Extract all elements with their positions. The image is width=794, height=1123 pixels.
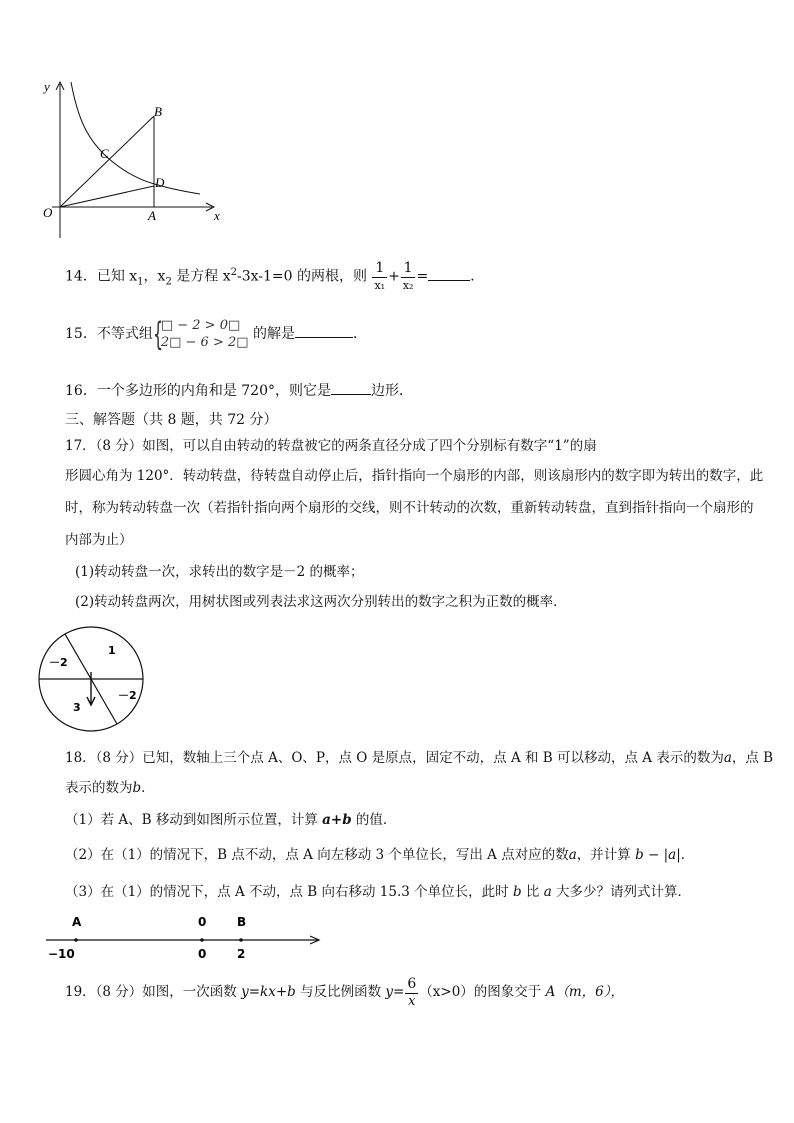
q19-point: A（m，6）， — [545, 984, 624, 1000]
q15-text-a: 15．不等式组 — [65, 326, 153, 342]
q18-part-1 — [65, 810, 396, 830]
wheel-label-top-right: 1 — [108, 644, 116, 657]
q18-part-3 — [65, 882, 691, 902]
q18-line-2 — [65, 778, 155, 798]
label-y: y — [44, 79, 50, 94]
section-3-heading: 三、解答题（共 8 题，共 72 分） — [65, 412, 278, 428]
q17-line-3: 时，称为转动转盘一次（若指针指向两个扇形的交线，则不计转动的次数，重新转动转盘，直到指针指向一个扇形的 — [65, 500, 754, 516]
q14-text-c: 是方程 x — [171, 268, 231, 285]
q19-text-b: 与反比例函数 — [295, 984, 386, 1000]
question-19 — [65, 974, 624, 1010]
q18-var-a: a — [723, 750, 732, 766]
q14-plus: + — [388, 268, 400, 285]
q17-line-1: 17．（8 分）如图，可以自由转动的转盘被它的两条直径分成了四个分别标有数字“1”的扇 — [65, 438, 597, 454]
question-15 — [65, 316, 367, 352]
q18-var-b: b — [132, 780, 142, 796]
label-o: O — [43, 205, 53, 220]
q18-p3-text-c: 大多少？请列式计算． — [551, 884, 692, 900]
q18-p2-var: a — [568, 847, 577, 863]
q15-text-b: 的解是 — [252, 326, 295, 342]
number-line-figure — [40, 910, 330, 962]
q18-text-b: ，点 B — [731, 750, 774, 766]
wheel-label-top-left: －2 — [49, 656, 68, 669]
wheel-label-bottom-left: 3 — [73, 701, 81, 714]
q16-answer-blank[interactable] — [331, 380, 371, 395]
q18-text-a: 18．（8 分）已知，数轴上三个点 A、O、P，点 O 是原点，固定不动，点 A 和 B 可以移动，点 A 表示的数为 — [65, 750, 724, 766]
q18-text-c: 表示的数为 — [65, 780, 133, 796]
q18-p1-text-a: （1）若 A、B 移动到如图所示位置，计算 — [65, 812, 323, 828]
q14-text-d: -3x-1=0 的两根，则 — [237, 268, 368, 285]
q17-sub-1: (1)转动转盘一次，求转出的数字是－2 的概率； — [75, 564, 364, 580]
q18-p2-text-a: （2）在（1）的情况下，B 点不动，点 A 向左移动 3 个单位长，写出 A 点对应的数 — [65, 847, 569, 863]
q14-fraction-1: $\frac{1}{\text{x₁}}$ — [374, 260, 386, 293]
point-b-dot — [239, 938, 243, 942]
label-point-b: B — [237, 915, 247, 929]
q19-text-a: 19．（8 分）如图，一次函数 — [65, 984, 242, 1000]
q18-p2-text-b: ，并计算 — [576, 847, 636, 863]
q14-equals: = — [416, 268, 429, 285]
label-a: A — [148, 208, 156, 223]
q17-line-2: 形圆心角为 120°．转动转盘，待转盘自动停止后，指针指向一个扇形的内部，则该扇形内的数字即为转出的数字，此 — [65, 468, 764, 484]
label-b: B — [154, 104, 162, 119]
q19-fraction: $\frac{6}{x}$ — [407, 976, 417, 1009]
wheel-label-bottom-right: －2 — [118, 689, 137, 702]
q18-line-1 — [65, 748, 773, 768]
q18-p3-text-a: （3）在（1）的情况下，点 A 不动，点 B 向右移动 15.3 个单位长，此时 — [65, 884, 513, 900]
q16-text-b: 边形． — [371, 383, 413, 399]
q18-p2-text-c: ． — [680, 847, 695, 863]
q17-line-4: 内部为止） — [65, 532, 133, 548]
label-c: C — [100, 146, 109, 161]
label-value-b: 2 — [237, 947, 246, 961]
q18-p1-text-b: 的值． — [351, 812, 397, 828]
q18-p3-var-a: a — [543, 884, 552, 900]
q18-part-2 — [65, 845, 694, 865]
q15-answer-blank[interactable] — [295, 323, 353, 338]
q14-answer-blank[interactable] — [428, 266, 470, 281]
q18-p1-expr: a+b — [322, 812, 352, 828]
q15-brace: { — [152, 315, 164, 353]
label-value-o: 0 — [198, 947, 207, 961]
q18-text-d: ． — [141, 780, 155, 796]
label-x: x — [214, 208, 220, 223]
q15-inequality-system — [153, 317, 249, 351]
q17-sub-2: (2)转动转盘两次，用树状图或列表法求这两次分别转出的数字之积为正数的概率． — [75, 594, 567, 610]
q16-text-a: 16．一个多边形的内角和是 720°，则它是 — [65, 383, 331, 399]
question-16 — [65, 380, 413, 401]
q14-sup: 2 — [230, 267, 237, 278]
q14-text-a: 14．已知 x — [65, 268, 138, 285]
q18-p2-expr: b − |a| — [635, 847, 681, 863]
q14-fraction-2: $\frac{1}{\text{x₂}}$ — [402, 260, 414, 293]
q15-end: ． — [352, 326, 367, 342]
line-od — [60, 186, 154, 207]
q15-row-1: □ − 2 > 0□ — [160, 318, 241, 333]
point-o-dot — [200, 938, 204, 942]
q19-linear-function: y=kx+b — [241, 984, 296, 1000]
q14-text-b: ，x — [143, 268, 166, 285]
q15-row-2: 2□ − 6 > 2□ — [160, 335, 249, 350]
q18-p3-var-b: b — [512, 884, 522, 900]
line-ob — [60, 116, 154, 207]
figure-hyperbola-graph — [30, 70, 230, 245]
point-a-dot — [74, 938, 78, 942]
q19-text-c: （x>0）的图象交于 — [419, 984, 546, 1000]
question-14 — [65, 258, 484, 297]
label-value-a: −10 — [48, 947, 75, 961]
q19-inverse-function: y= — [385, 984, 405, 1000]
q18-p3-text-b: 比 — [521, 884, 544, 900]
spinner-wheel — [36, 624, 146, 734]
q14-sub1: 1 — [137, 276, 144, 288]
q14-end: ． — [470, 268, 485, 285]
label-point-a: A — [72, 915, 82, 929]
label-point-o: 0 — [198, 915, 207, 929]
label-d: D — [155, 175, 165, 190]
q14-sub2: 2 — [165, 276, 172, 288]
